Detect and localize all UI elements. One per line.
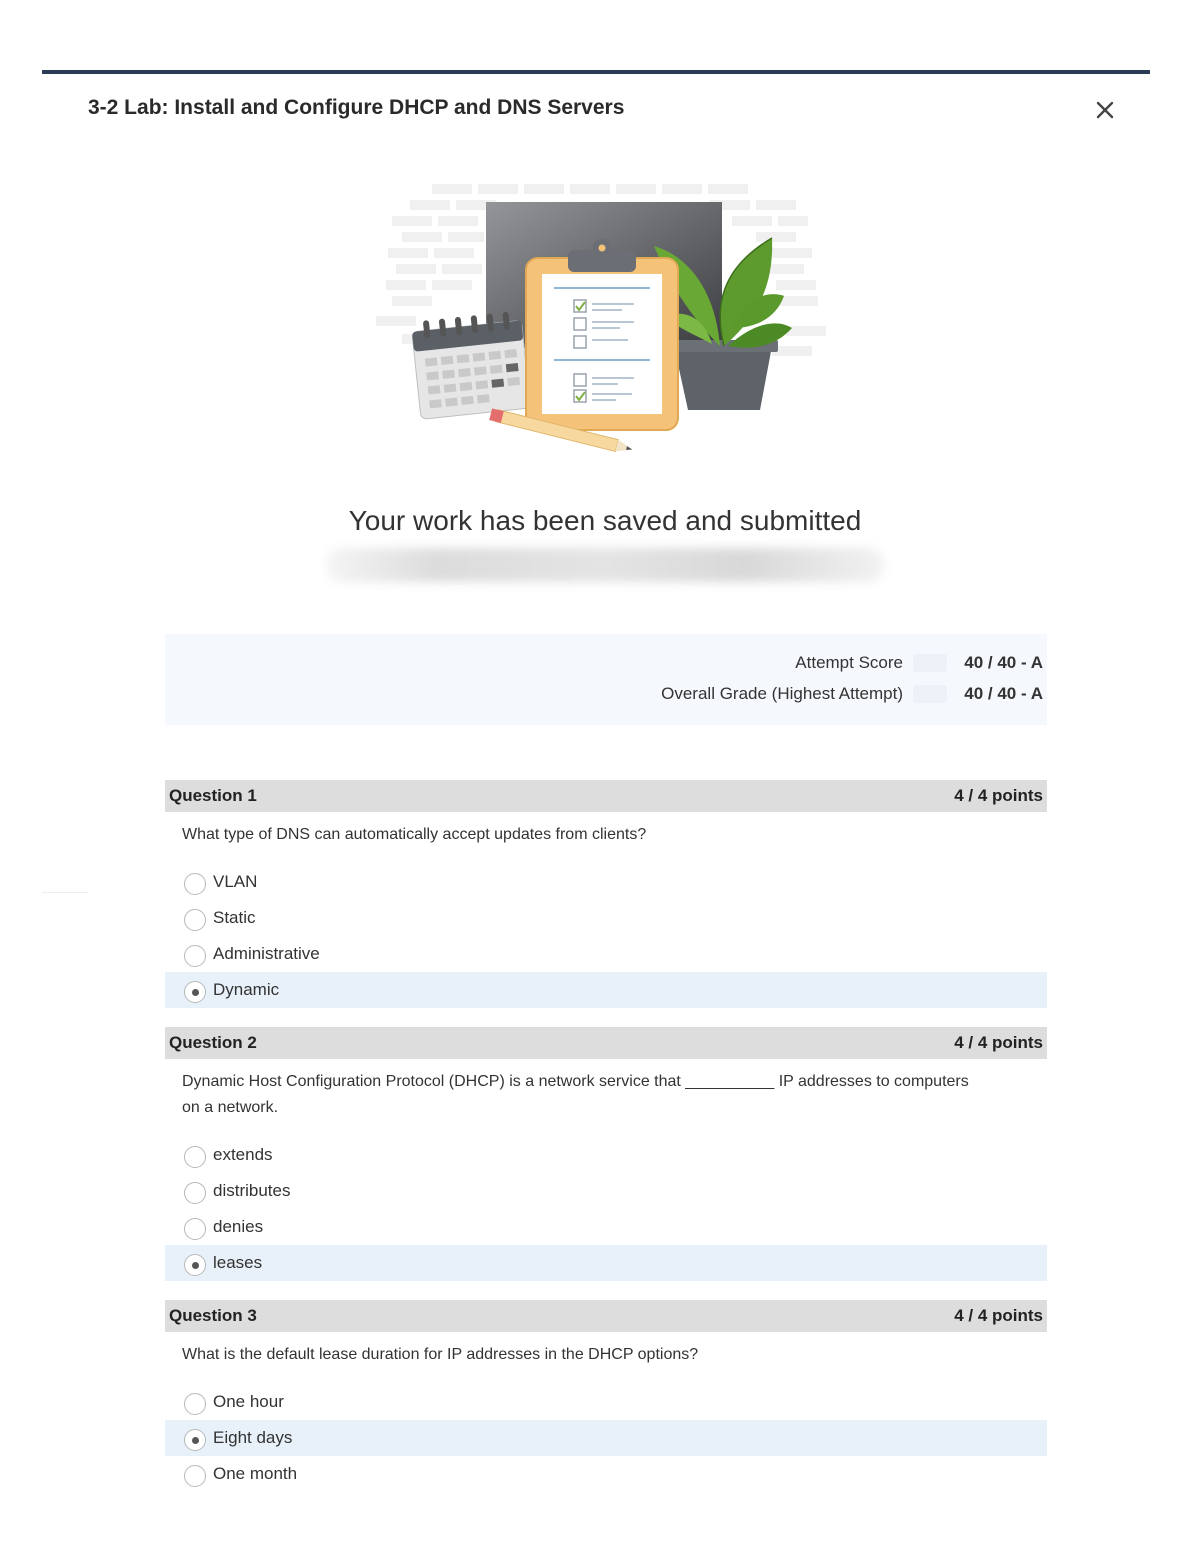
attempt-score-row xyxy=(795,653,1043,673)
answer-options xyxy=(165,1384,1047,1492)
answer-option-selected[interactable] xyxy=(165,1420,1047,1456)
radio-button[interactable] xyxy=(184,909,206,931)
answer-option-selected[interactable] xyxy=(165,972,1047,1008)
answer-option[interactable] xyxy=(165,1456,1047,1492)
option-label: Dynamic xyxy=(213,980,280,999)
blurred-subtext xyxy=(326,548,884,582)
radio-button[interactable] xyxy=(184,1429,206,1451)
answer-option[interactable] xyxy=(165,1173,1047,1209)
option-label: VLAN xyxy=(213,872,258,891)
answer-option[interactable] xyxy=(165,1137,1047,1173)
close-icon xyxy=(1090,97,1120,125)
question-text: Dynamic Host Configuration Protocol (DHCP) is a network service that __________ IP addresses to computers on a network. xyxy=(182,1073,969,1116)
answer-option[interactable] xyxy=(165,900,1047,936)
divider xyxy=(42,892,88,893)
question-points: 4 / 4 points xyxy=(954,786,1043,805)
close-button[interactable] xyxy=(1090,97,1120,125)
overall-grade-value: 40 / 40 - A xyxy=(964,684,1043,703)
question-label: Question 2 xyxy=(169,1033,257,1052)
answer-option[interactable] xyxy=(165,936,1047,972)
answer-option[interactable] xyxy=(165,1209,1047,1245)
question-header xyxy=(165,1027,1047,1059)
radio-button[interactable] xyxy=(184,1182,206,1204)
answer-option-selected[interactable] xyxy=(165,1245,1047,1281)
radio-button[interactable] xyxy=(184,1393,206,1415)
answer-option[interactable] xyxy=(165,1384,1047,1420)
overall-grade-label: Overall Grade (Highest Attempt) xyxy=(661,684,903,703)
radio-button[interactable] xyxy=(184,1146,206,1168)
question-2 xyxy=(165,1027,1047,1281)
option-label: Administrative xyxy=(213,944,320,963)
question-label: Question 3 xyxy=(169,1306,257,1325)
question-text: What is the default lease duration for IP addresses in the DHCP options? xyxy=(182,1346,699,1363)
attempt-score-value: 40 / 40 - A xyxy=(964,653,1043,672)
submission-illustration xyxy=(372,178,834,458)
question-3 xyxy=(165,1300,1047,1492)
question-label: Question 1 xyxy=(169,786,257,805)
question-points: 4 / 4 points xyxy=(954,1306,1043,1325)
header-rule xyxy=(42,70,1150,74)
option-label: Static xyxy=(213,908,256,927)
radio-button[interactable] xyxy=(184,945,206,967)
radio-button[interactable] xyxy=(184,1465,206,1487)
radio-button[interactable] xyxy=(184,1254,206,1276)
option-label: Eight days xyxy=(213,1428,293,1447)
score-panel xyxy=(165,634,1047,725)
page-title: 3-2 Lab: Install and Configure DHCP and DNS Servers xyxy=(88,96,625,119)
question-text: What type of DNS can automatically accept updates from clients? xyxy=(182,826,647,843)
radio-button[interactable] xyxy=(184,1218,206,1240)
answer-option[interactable] xyxy=(165,864,1047,900)
overall-grade-row xyxy=(661,684,1043,704)
option-label: denies xyxy=(213,1217,264,1236)
attempt-score-label: Attempt Score xyxy=(795,653,903,672)
answer-options xyxy=(165,1137,1047,1281)
radio-button[interactable] xyxy=(184,873,206,895)
option-label: distributes xyxy=(213,1181,291,1200)
option-label: leases xyxy=(213,1253,263,1272)
option-label: One month xyxy=(213,1464,298,1483)
question-header xyxy=(165,780,1047,812)
submission-heading: Your work has been saved and submitted xyxy=(348,505,862,536)
question-points: 4 / 4 points xyxy=(954,1033,1043,1052)
answer-options xyxy=(165,864,1047,1008)
question-1 xyxy=(165,780,1047,1008)
option-label: One hour xyxy=(213,1392,284,1411)
option-label: extends xyxy=(213,1145,273,1164)
radio-button[interactable] xyxy=(184,981,206,1003)
question-header xyxy=(165,1300,1047,1332)
